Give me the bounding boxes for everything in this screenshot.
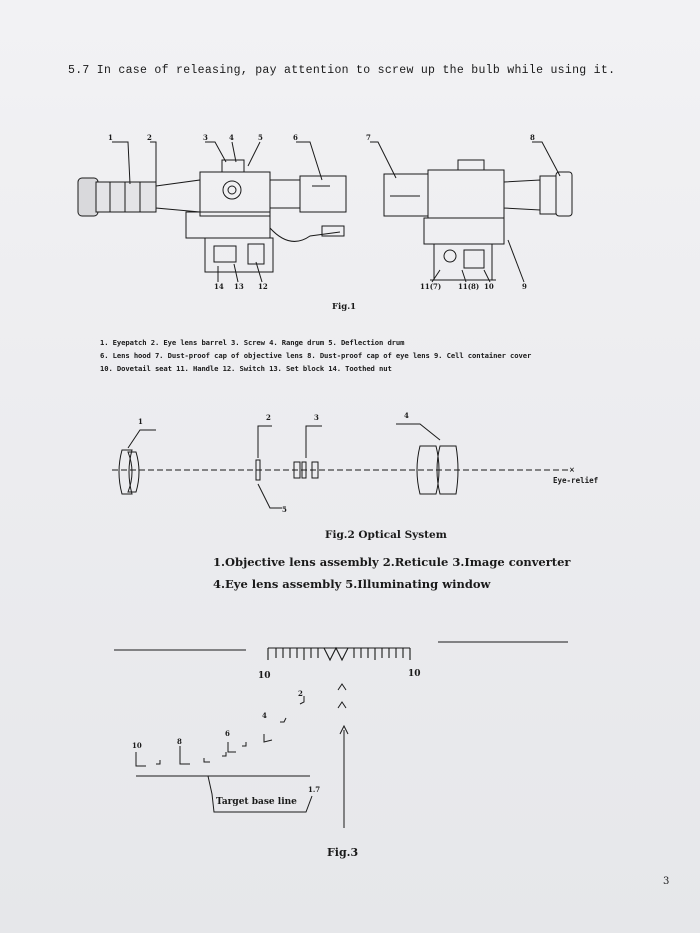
fig1-legend-line-2: 6. Lens hood 7. Dust-proof cap of objective lens 8. Dust-proof cap of eye lens 9. Cell container cover: [100, 351, 532, 360]
fig2-eye-relief-label: Eye-relief: [553, 476, 599, 485]
fig3-caption: Fig.3: [327, 846, 359, 859]
fig1-callout-1: 1: [108, 133, 113, 142]
fig2-callout-3: 3: [314, 413, 319, 422]
fig3-scale-label-right: 10: [408, 669, 421, 679]
fig3-range-8: 8: [177, 737, 182, 746]
fig1-callout-8: 8: [530, 133, 535, 142]
fig1-legend-line-1: 1. Eyepatch 2. Eye lens barrel 3. Screw 4. Range drum 5. Deflection drum: [100, 338, 405, 347]
fig1-callout-3: 3: [203, 133, 208, 142]
fig1-callout-5: 5: [258, 133, 263, 142]
fig1-callout-6: 6: [293, 133, 298, 142]
fig2-callout-1: 1: [138, 417, 143, 426]
fig1-legend-line-3: 10. Dovetail seat 11. Handle 12. Switch 13. Set block 14. Toothed nut: [100, 364, 392, 373]
fig1-callout-11a: 11(7): [420, 282, 442, 291]
fig2-legend-line-1: 1.Objective lens assembly 2.Reticule 3.Image converter: [213, 555, 571, 569]
fig2-callout-2: 2: [266, 413, 271, 422]
fig1-callout-11b: 11(8): [458, 282, 480, 291]
fig3-range-10: 10: [132, 741, 142, 750]
fig1-callout-10: 10: [484, 282, 494, 291]
fig3-base-value: 1.7: [308, 785, 321, 794]
fig3-target-base-line: Target base line: [216, 797, 297, 807]
fig2-callout-4: 4: [404, 411, 409, 420]
fig3-range-6: 6: [225, 729, 230, 738]
fig3-range-4: 4: [262, 711, 267, 720]
svg-text:×: ×: [569, 465, 575, 474]
fig3-range-2: 2: [298, 689, 303, 698]
fig2-legend-line-2: 4.Eye lens assembly 5.Illuminating window: [213, 577, 491, 591]
fig1-right-scope: [370, 142, 572, 282]
fig3-scale-label-left: 10: [258, 671, 271, 681]
fig2-caption: Fig.2 Optical System: [325, 529, 447, 541]
fig1-caption: Fig.1: [332, 302, 357, 312]
fig1-callout-2: 2: [147, 133, 152, 142]
fig1-callout-13: 13: [234, 282, 244, 291]
fig1-callout-4: 4: [229, 133, 234, 142]
fig1-callout-14: 14: [214, 282, 224, 291]
fig2-optical-diagram: [112, 424, 575, 508]
page-number: 3: [663, 876, 670, 887]
instruction-text: 5.7 In case of releasing, pay attention to screw up the bulb while using it.: [68, 64, 616, 77]
fig1-callout-9: 9: [522, 282, 527, 291]
fig1-callout-12: 12: [258, 282, 268, 291]
fig2-callout-5: 5: [282, 505, 287, 514]
fig3-reticle: [114, 642, 568, 828]
fig1-left-scope: [78, 142, 346, 282]
fig1-callout-7: 7: [366, 133, 371, 142]
